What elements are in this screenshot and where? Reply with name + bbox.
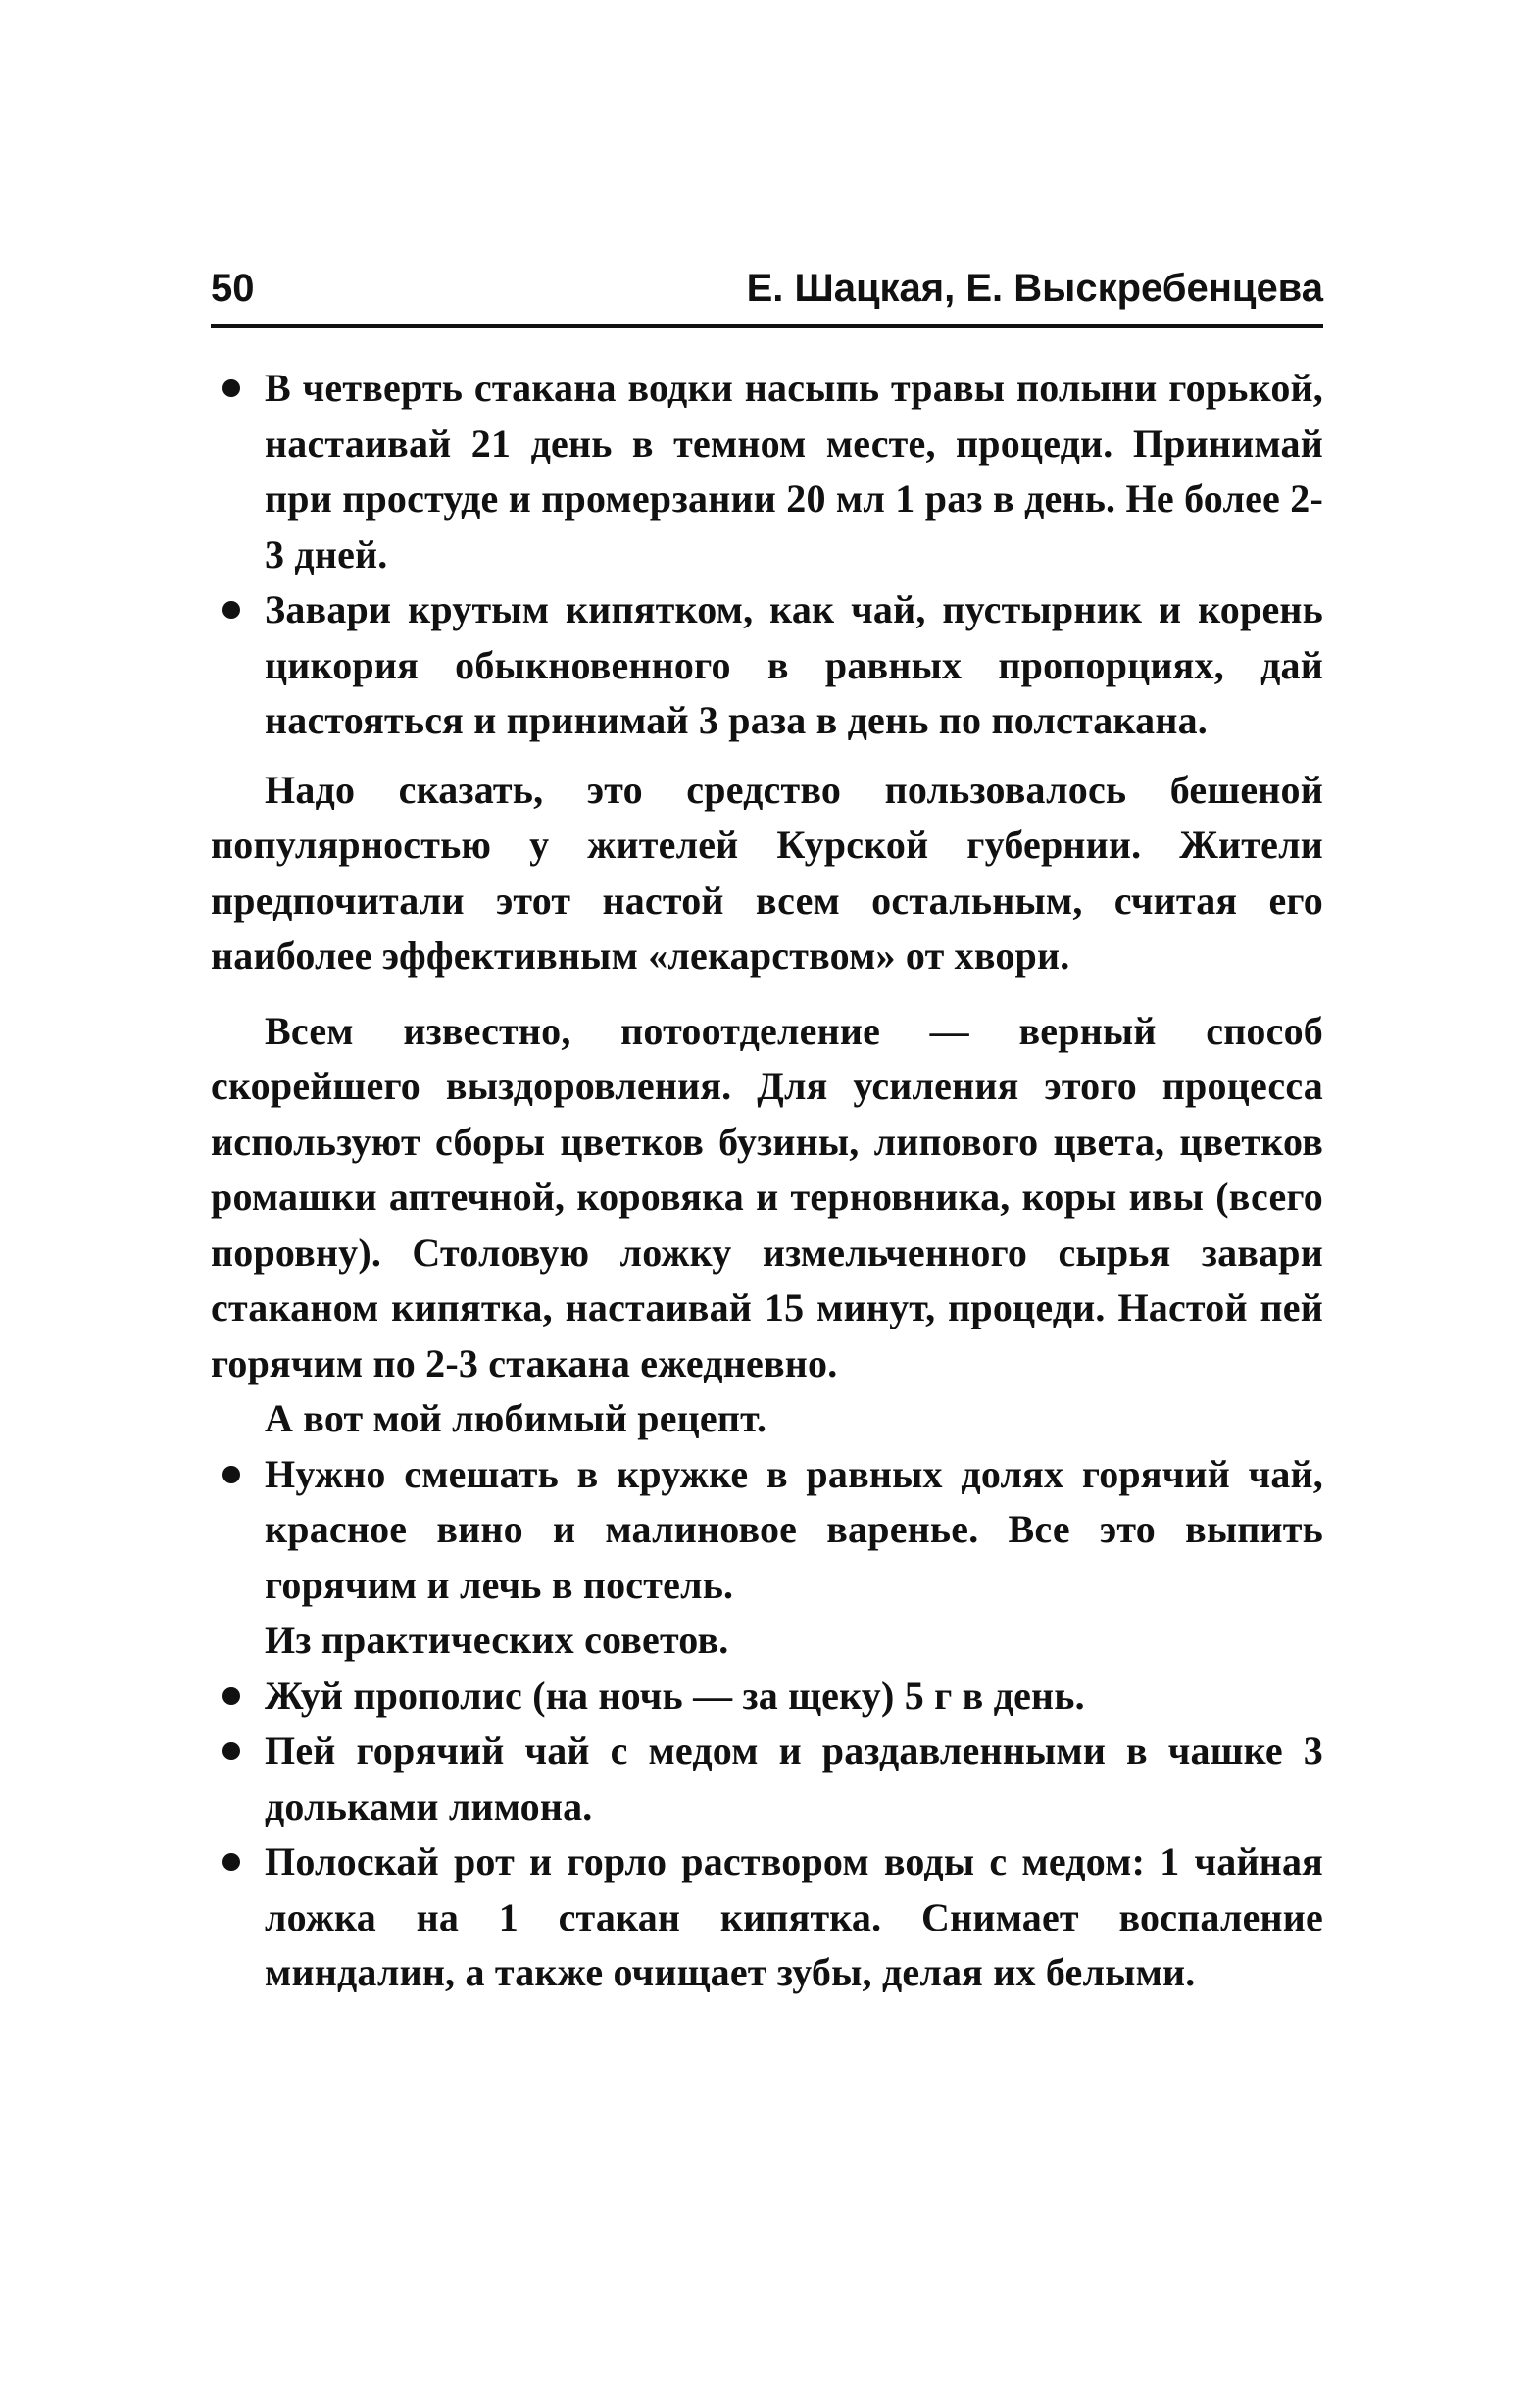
list-item bbox=[211, 1724, 1323, 1834]
page-header bbox=[211, 257, 1323, 328]
bullet-icon bbox=[222, 1742, 240, 1760]
list-item bbox=[211, 1669, 1323, 1725]
bullet-icon bbox=[222, 1853, 240, 1871]
running-title: Е. Шацкая, Е. Выскребенцева bbox=[746, 267, 1323, 310]
list-item-text: Жуй прополис (на ночь — за щеку) 5 г в день. bbox=[265, 1673, 1085, 1718]
list-item-text: Завари крутым кипятком, как чай, пустырник и корень цикория обыкновенного в равных пропорциях, дай настояться и принимай 3 раза в день по полстакана. bbox=[265, 587, 1323, 742]
list-item bbox=[211, 1834, 1323, 2001]
list-item bbox=[211, 582, 1323, 749]
bullet-list-favorite bbox=[211, 1447, 1323, 1614]
list-item-text: Нужно смешать в кружке в равных долях горячий чай, красное вино и малиновое варенье. Все это выпить горячим и лечь в постель. bbox=[265, 1451, 1323, 1607]
list-item-text: Пей горячий чай с медом и раздавленными в чашке 3 дольками лимона. bbox=[265, 1729, 1323, 1829]
list-item-text: Полоскай рот и горло раствором воды с медом: 1 чайная ложка на 1 стакан кипятка. Снимает воспаление миндалин, а также очищает зубы, делая их белыми. bbox=[265, 1839, 1323, 1994]
paragraph-kursk: Надо сказать, это средство пользовалось бешеной популярностью у жителей Курской губернии. Жители предпочитали этот настой всем остальным, считая его наиболее эффективным «лекарством» от хвори. bbox=[211, 767, 1323, 978]
favorite-recipe-intro: А вот мой любимый рецепт. bbox=[265, 1396, 767, 1440]
practical-tips-intro: Из практических советов. bbox=[265, 1618, 729, 1662]
bullet-icon bbox=[222, 1687, 240, 1705]
bullet-list-wormwood bbox=[211, 361, 1323, 749]
page-number: 50 bbox=[211, 267, 255, 310]
list-item bbox=[211, 1447, 1323, 1614]
bullet-icon bbox=[222, 1466, 240, 1483]
bullet-list-tips bbox=[211, 1669, 1323, 2001]
list-item-text: В четверть стакана водки насыпь травы полыни горькой, настаивай 21 день в темном месте, процеди. Принимай при простуде и промерзании 20 мл 1 раз в день. Не более 2-3 дней. bbox=[265, 366, 1323, 577]
paragraph-sweating: Всем известно, потоотделение — верный способ скорейшего выздоровления. Для усиления этого процесса используют сборы цветков бузины, липового цвета, цветков ромашки аптечной, коровяка и терновника, коры ивы (всего поровну). Столовую ложку измельченного сырья завари стаканом кипятка, настаивай 15 минут, процеди. Настой пей горячим по 2-3 стакана ежедневно. bbox=[211, 1008, 1323, 1385]
bullet-icon bbox=[222, 601, 240, 619]
page-body bbox=[211, 361, 1323, 2001]
list-item bbox=[211, 361, 1323, 582]
bullet-icon bbox=[222, 379, 240, 397]
